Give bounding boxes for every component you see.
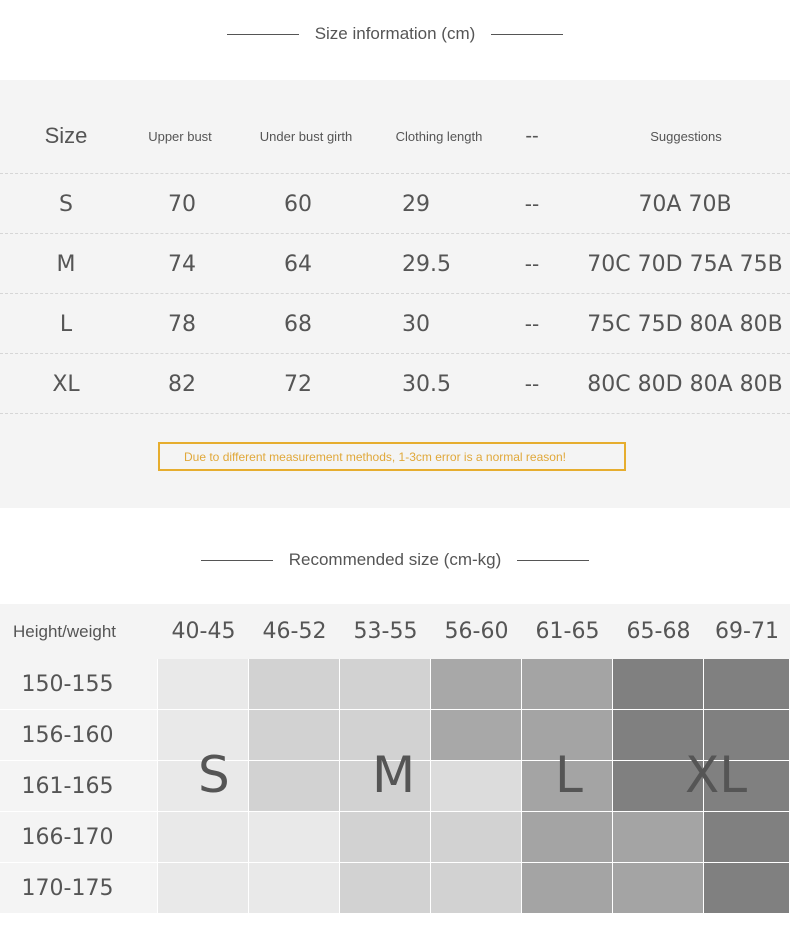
cell-upper-bust: 82 <box>168 371 196 397</box>
cell-size: S <box>59 191 73 217</box>
header-upper-bust: Upper bust <box>148 128 212 144</box>
weight-header: 46-52 <box>262 619 327 644</box>
size-table-header <box>0 100 790 172</box>
cell-upper-bust: 70 <box>168 191 196 217</box>
size-info-title: Size information (cm) <box>314 24 476 43</box>
cell-under-bust: 68 <box>284 311 312 337</box>
cell-upper-bust: 74 <box>168 251 196 277</box>
weight-header: 53-55 <box>353 619 418 644</box>
cell-size: L <box>59 311 73 337</box>
header-clothing-length: Clothing length <box>395 128 483 144</box>
height-label: 170-175 <box>21 876 114 901</box>
grid-cell <box>522 812 613 863</box>
grid-cell <box>704 863 790 914</box>
grid-cell <box>613 812 704 863</box>
cell-suggestions: 70C 70D 75A 75B <box>587 251 783 277</box>
grid-corner-label: Height/weight <box>13 621 117 641</box>
grid-cell <box>158 812 249 863</box>
grid-cell <box>704 659 790 710</box>
heading-rule-left <box>227 34 299 35</box>
grid-cell <box>249 761 340 812</box>
grid-cell <box>431 863 522 914</box>
cell-upper-bust: 78 <box>168 311 196 337</box>
height-label: 150-155 <box>21 672 114 697</box>
cell-dash: -- <box>524 252 540 276</box>
grid-cell <box>613 863 704 914</box>
table-bottom-divider <box>0 413 790 414</box>
heading-rule-right <box>491 34 563 35</box>
cell-suggestions: 75C 75D 80A 80B <box>587 311 783 337</box>
header-suggestions: Suggestions <box>650 128 722 144</box>
grid-cell <box>613 659 704 710</box>
size-row-m <box>0 233 790 294</box>
cell-clothing-length: 29.5 <box>402 251 451 277</box>
cell-under-bust: 60 <box>284 191 312 217</box>
grid-cell <box>340 812 431 863</box>
size-info-heading <box>0 24 790 44</box>
grid-cell <box>249 812 340 863</box>
grid-cell <box>704 812 790 863</box>
size-zone-label: S <box>198 746 230 804</box>
cell-dash: -- <box>524 372 540 396</box>
header-size: Size <box>44 123 88 148</box>
grid-cell <box>431 659 522 710</box>
cell-under-bust: 64 <box>284 251 312 277</box>
heading-rule-right <box>517 560 589 561</box>
recommended-title: Recommended size (cm-kg) <box>288 550 502 569</box>
grid-cell <box>158 659 249 710</box>
cell-dash: -- <box>524 192 540 216</box>
heading-rule-left <box>201 560 273 561</box>
grid-cell <box>158 863 249 914</box>
weight-header: 61-65 <box>535 619 600 644</box>
weight-header: 65-68 <box>626 619 691 644</box>
cell-size: M <box>56 251 76 277</box>
grid-cell <box>522 863 613 914</box>
cell-clothing-length: 30 <box>402 311 430 337</box>
grid-cell <box>340 863 431 914</box>
recommended-heading <box>0 550 790 570</box>
height-label: 156-160 <box>21 723 114 748</box>
size-row-xl <box>0 353 790 414</box>
size-zone-label: M <box>372 746 416 804</box>
cell-suggestions: 70A 70B <box>638 191 732 217</box>
cell-under-bust: 72 <box>284 371 312 397</box>
recommendation-grid <box>0 604 790 914</box>
grid-cell <box>249 659 340 710</box>
grid-cell <box>431 761 522 812</box>
grid-cell <box>522 659 613 710</box>
header-under-bust: Under bust girth <box>259 128 353 144</box>
grid-cell <box>431 710 522 761</box>
header-dash: -- <box>525 124 539 147</box>
cell-dash: -- <box>524 312 540 336</box>
size-zone-label: L <box>555 746 583 804</box>
height-label: 166-170 <box>21 825 114 850</box>
cell-size: XL <box>52 371 80 397</box>
height-label: 161-165 <box>21 774 114 799</box>
size-zone-label: XL <box>685 746 748 804</box>
grid-cell <box>249 863 340 914</box>
cell-suggestions: 80C 80D 80A 80B <box>587 371 783 397</box>
cell-clothing-length: 30.5 <box>402 371 451 397</box>
weight-header: 69-71 <box>715 619 779 644</box>
measurement-notice: Due to different measurement methods, 1-3cm error is a normal reason! <box>158 442 626 471</box>
weight-header: 40-45 <box>171 619 236 644</box>
size-row-s <box>0 173 790 234</box>
cell-clothing-length: 29 <box>402 191 430 217</box>
weight-header: 56-60 <box>444 619 509 644</box>
grid-cell <box>340 659 431 710</box>
size-row-l <box>0 293 790 354</box>
grid-cell <box>249 710 340 761</box>
grid-cell <box>431 812 522 863</box>
